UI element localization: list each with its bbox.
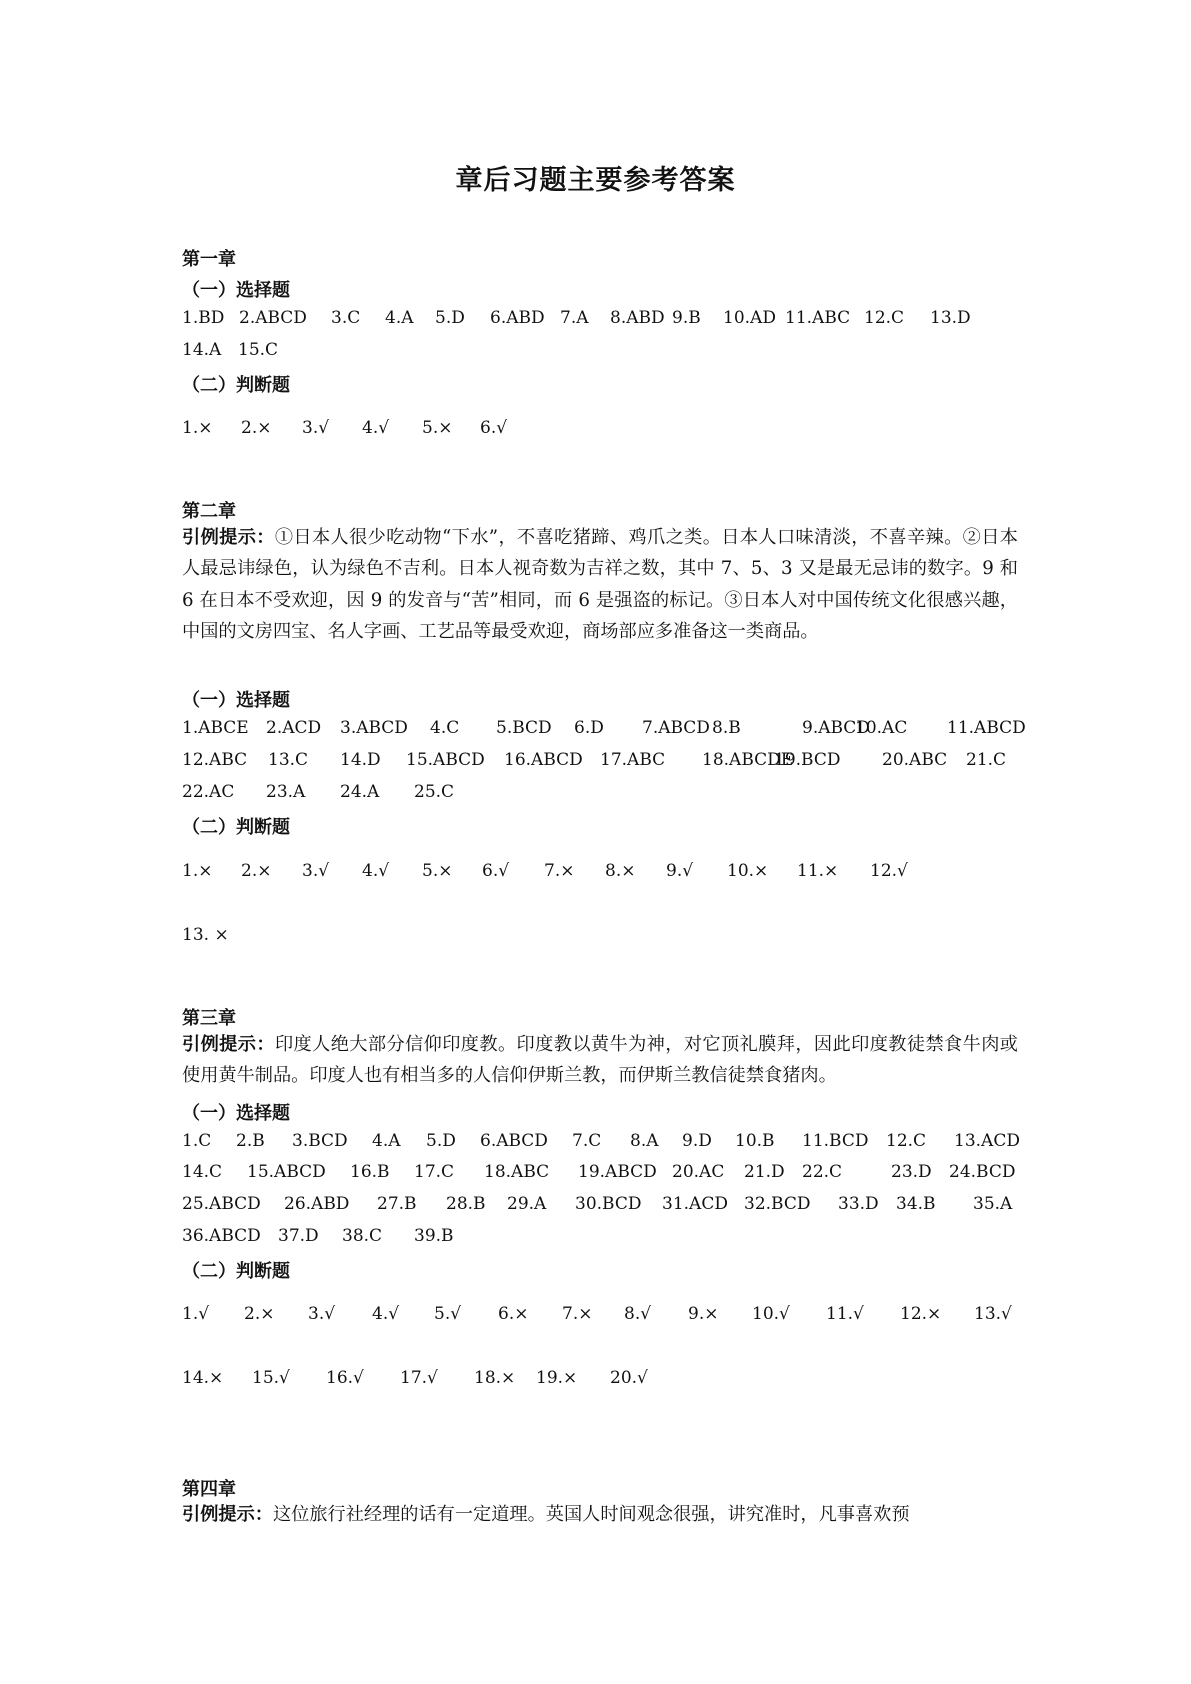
answer-item: 9.× bbox=[688, 1304, 719, 1324]
answer-item: 11.BCD bbox=[802, 1131, 869, 1151]
answer-item: 16.√ bbox=[326, 1368, 364, 1388]
answer-item: 12.√ bbox=[870, 861, 908, 881]
answer-item: 25.ABCD bbox=[182, 1194, 261, 1214]
answer-item: 4.A bbox=[372, 1131, 401, 1151]
answer-item: 2.ACD bbox=[266, 718, 322, 738]
answer-item: 14.C bbox=[182, 1162, 223, 1182]
page-title: 章后习题主要参考答案 bbox=[455, 165, 736, 196]
answer-item: 11.ABC bbox=[785, 308, 851, 328]
answer-item: 4.√ bbox=[362, 861, 390, 881]
answer-item: 14.D bbox=[340, 750, 381, 770]
answer-item: 21.C bbox=[966, 750, 1007, 770]
answer-item: 13.C bbox=[268, 750, 309, 770]
answer-item: 16.B bbox=[350, 1162, 390, 1182]
answer-item: 25.C bbox=[414, 782, 455, 802]
answer-item: 1.× bbox=[182, 418, 213, 438]
answer-item: 26.ABD bbox=[284, 1194, 350, 1214]
answer-item: 19.× bbox=[536, 1368, 578, 1388]
answer-item: 8.A bbox=[630, 1131, 659, 1151]
answer-item: 18.× bbox=[474, 1368, 516, 1388]
answer-item: 6.ABD bbox=[490, 308, 545, 328]
answer-item: 24.BCD bbox=[949, 1162, 1016, 1182]
answer-item: 9.√ bbox=[666, 861, 694, 881]
answer-item: 17.C bbox=[414, 1162, 455, 1182]
chapter-2-heading: 第二章 bbox=[182, 501, 236, 522]
answer-item: 2.× bbox=[244, 1304, 275, 1324]
answer-item: 20.√ bbox=[610, 1368, 648, 1388]
answer-item: 13.ACD bbox=[954, 1131, 1020, 1151]
answer-item: 5.× bbox=[422, 861, 453, 881]
answer-item: 8.B bbox=[712, 718, 741, 738]
answer-item: 13. × bbox=[182, 925, 229, 945]
answer-item: 2.B bbox=[236, 1131, 265, 1151]
chapter-1-heading: 第一章 bbox=[182, 249, 236, 270]
answer-item: 17.√ bbox=[400, 1368, 438, 1388]
answer-item: 32.BCD bbox=[744, 1194, 811, 1214]
chapter-4-hint bbox=[182, 1499, 1018, 1530]
answer-item: 5.D bbox=[426, 1131, 456, 1151]
answer-item: 9.D bbox=[682, 1131, 712, 1151]
chapter-3-hint-text: 印度人绝大部分信仰印度教。印度教以黄牛为神，对它顶礼膜拜，因此印度教徒禁食牛肉或使用黄牛制品。印度人也有相当多的人信仰伊斯兰教，而伊斯兰教信徒禁食猪肉。 bbox=[182, 1034, 1018, 1087]
answer-item: 36.ABCD bbox=[182, 1226, 261, 1246]
answer-item: 1.C bbox=[182, 1131, 212, 1151]
answer-item: 20.AC bbox=[672, 1162, 725, 1182]
answer-item: 2.× bbox=[241, 418, 272, 438]
answer-item: 8.√ bbox=[624, 1304, 652, 1324]
answer-item: 21.D bbox=[744, 1162, 785, 1182]
answer-item: 12.C bbox=[864, 308, 905, 328]
answer-item: 2.ABCD bbox=[239, 308, 307, 328]
chapter-3-hint-label: 引例提示： bbox=[182, 1034, 275, 1055]
answer-item: 1.BD bbox=[182, 308, 225, 328]
answer-item: 18.ABC bbox=[484, 1162, 550, 1182]
answer-item: 3.√ bbox=[302, 861, 330, 881]
answer-item: 28.B bbox=[446, 1194, 486, 1214]
answer-item: 27.B bbox=[377, 1194, 417, 1214]
answer-item: 10.× bbox=[727, 861, 769, 881]
chapter-2-hint-label: 引例提示： bbox=[182, 527, 275, 548]
answer-item: 15.ABCD bbox=[247, 1162, 326, 1182]
answer-item: 1.× bbox=[182, 861, 213, 881]
answer-item: 14.× bbox=[182, 1368, 224, 1388]
answer-item: 5.√ bbox=[434, 1304, 462, 1324]
answer-item: 4.√ bbox=[362, 418, 390, 438]
chapter-1-judge-label: （二）判断题 bbox=[182, 375, 290, 396]
answer-item: 11.√ bbox=[826, 1304, 864, 1324]
answer-item: 5.× bbox=[422, 418, 453, 438]
chapter-1-choice-label: （一）选择题 bbox=[182, 280, 290, 301]
answer-item: 6.× bbox=[498, 1304, 529, 1324]
answer-item: 37.D bbox=[278, 1226, 319, 1246]
answer-item: 22.AC bbox=[182, 782, 235, 802]
answer-item: 15.ABCD bbox=[406, 750, 485, 770]
chapter-2-choice-label: （一）选择题 bbox=[182, 690, 290, 711]
answer-item: 18.ABCDE bbox=[702, 750, 794, 770]
answer-item: 4.√ bbox=[372, 1304, 400, 1324]
chapter-3-choice-label: （一）选择题 bbox=[182, 1103, 290, 1124]
chapter-3-heading: 第三章 bbox=[182, 1008, 236, 1029]
answer-item: 4.C bbox=[430, 718, 460, 738]
answer-item: 1.√ bbox=[182, 1304, 210, 1324]
answer-item: 7.A bbox=[560, 308, 589, 328]
answer-item: 20.ABC bbox=[882, 750, 948, 770]
answer-item: 6.D bbox=[574, 718, 604, 738]
answer-item: 3.ABCD bbox=[340, 718, 408, 738]
answer-item: 8.ABD bbox=[610, 308, 665, 328]
answer-item: 23.D bbox=[891, 1162, 932, 1182]
answer-item: 7.ABCD bbox=[642, 718, 710, 738]
answer-item: 3.√ bbox=[308, 1304, 336, 1324]
answer-item: 10.√ bbox=[752, 1304, 790, 1324]
chapter-3-judge-label: （二）判断题 bbox=[182, 1261, 290, 1282]
answer-item: 19.BCD bbox=[774, 750, 841, 770]
answer-item: 10.AC bbox=[855, 718, 908, 738]
answer-item: 5.D bbox=[435, 308, 465, 328]
answer-item: 6.√ bbox=[482, 861, 510, 881]
chapter-4-hint-label: 引例提示： bbox=[182, 1504, 273, 1525]
chapter-2-hint bbox=[182, 522, 1018, 648]
answer-item: 30.BCD bbox=[575, 1194, 642, 1214]
answer-item: 23.A bbox=[266, 782, 306, 802]
answer-item: 2.× bbox=[241, 861, 272, 881]
answer-item: 13.√ bbox=[974, 1304, 1012, 1324]
answer-item: 9.B bbox=[672, 308, 701, 328]
answer-item: 10.B bbox=[735, 1131, 775, 1151]
answer-item: 3.C bbox=[331, 308, 361, 328]
chapter-2-judge-label: （二）判断题 bbox=[182, 817, 290, 838]
chapter-4-heading: 第四章 bbox=[182, 1479, 236, 1500]
answer-item: 11.ABCD bbox=[947, 718, 1026, 738]
answer-item: 3.BCD bbox=[292, 1131, 348, 1151]
answer-item: 3.√ bbox=[302, 418, 330, 438]
answer-item: 7.× bbox=[544, 861, 575, 881]
answer-item: 10.AD bbox=[723, 308, 776, 328]
answer-item: 12.ABC bbox=[182, 750, 248, 770]
answer-item: 17.ABC bbox=[600, 750, 666, 770]
answer-item: 33.D bbox=[838, 1194, 879, 1214]
chapter-4-hint-text: 这位旅行社经理的话有一定道理。英国人时间观念很强，讲究准时，凡事喜欢预 bbox=[272, 1504, 910, 1525]
answer-item: 24.A bbox=[340, 782, 380, 802]
answer-item: 15.C bbox=[238, 340, 279, 360]
answer-item: 5.BCD bbox=[496, 718, 552, 738]
answer-item: 15.√ bbox=[252, 1368, 290, 1388]
answer-item: 7.C bbox=[572, 1131, 602, 1151]
answer-item: 13.D bbox=[930, 308, 971, 328]
answer-item: 12.× bbox=[900, 1304, 942, 1324]
answer-item: 6.√ bbox=[480, 418, 508, 438]
answer-item: 8.× bbox=[605, 861, 636, 881]
chapter-2-hint-text: ①日本人很少吃动物“下水”，不喜吃猪蹄、鸡爪之类。日本人口味清淡，不喜辛辣。②日本人最忌讳绿色，认为绿色不吉利。日本人视奇数为吉祥之数，其中 7、5、3 又是最无忌讳的数字。9 和 6 在日本不受欢迎，因 9 的发音与“苦”相同，而 6 是强盗的标记。③日本人对中国传统文化很感兴趣，中国的文房四宝、名人字画、工艺品等最受欢迎，商场部应多准备这一类商品。 bbox=[182, 527, 1018, 643]
answer-item: 35.A bbox=[973, 1194, 1013, 1214]
answer-item: 38.C bbox=[342, 1226, 383, 1246]
answer-item: 16.ABCD bbox=[504, 750, 583, 770]
answer-item: 31.ACD bbox=[662, 1194, 728, 1214]
answer-item: 29.A bbox=[507, 1194, 547, 1214]
answer-item: 22.C bbox=[802, 1162, 843, 1182]
answer-item: 6.ABCD bbox=[480, 1131, 548, 1151]
answer-item: 11.× bbox=[797, 861, 839, 881]
answer-item: 4.A bbox=[385, 308, 414, 328]
answer-item: 7.× bbox=[562, 1304, 593, 1324]
answer-item: 12.C bbox=[886, 1131, 927, 1151]
answer-item: 1.ABCE bbox=[182, 718, 249, 738]
answer-item: 19.ABCD bbox=[578, 1162, 657, 1182]
answer-item: 34.B bbox=[896, 1194, 936, 1214]
answer-item: 9.ABCD bbox=[802, 718, 870, 738]
chapter-3-hint bbox=[182, 1029, 1018, 1092]
answer-item: 14.A bbox=[182, 340, 222, 360]
answer-item: 39.B bbox=[414, 1226, 454, 1246]
